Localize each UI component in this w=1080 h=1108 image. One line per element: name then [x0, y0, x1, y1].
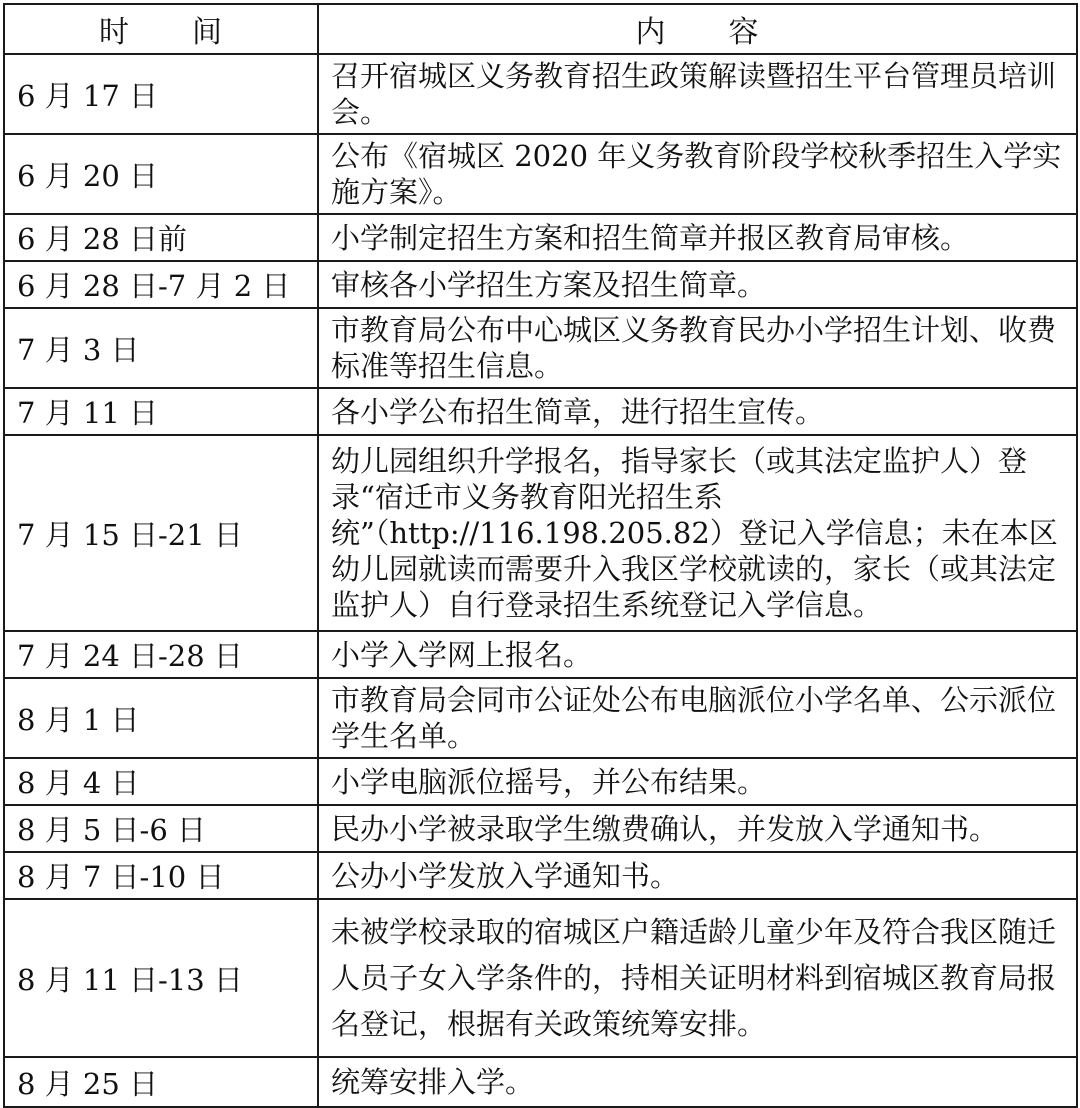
table-row: [4, 214, 1077, 261]
table-row: [4, 388, 1077, 435]
table-row: [4, 261, 1077, 308]
table-row: [4, 805, 1077, 852]
row-date: 6 月 20 日: [4, 134, 318, 214]
header-time: 时 间: [4, 4, 318, 54]
row-content: 市教育局公布中心城区义务教育民办小学招生计划、收费标准等招生信息。: [318, 308, 1077, 388]
row-content: 审核各小学招生方案及招生简章。: [318, 261, 1077, 308]
table-row: [4, 308, 1077, 388]
row-content: 民办小学被录取学生缴费确认，并发放入学通知书。: [318, 805, 1077, 852]
row-content: 公布《宿城区 2020 年义务教育阶段学校秋季招生入学实施方案》。: [318, 134, 1077, 214]
row-date: 7 月 3 日: [4, 308, 318, 388]
row-date: 6 月 17 日: [4, 54, 318, 134]
row-date: 8 月 25 日: [4, 1057, 318, 1107]
table-row: [4, 1057, 1077, 1107]
row-content: 小学电脑派位摇号，并公布结果。: [318, 758, 1077, 805]
row-content: 幼儿园组织升学报名，指导家长（或其法定监护人）登录“宿迁市义务教育阳光招生系统”（http://116.198.205.82）登记入学信息；未在本区幼儿园就读而需要升入我区学校就读的，家长（或其法定监护人）自行登录招生系统登记入学信息。: [318, 435, 1077, 631]
table-row: [4, 435, 1077, 631]
row-content: 召开宿城区义务教育招生政策解读暨招生平台管理员培训会。: [318, 54, 1077, 134]
row-date: 6 月 28 日前: [4, 214, 318, 261]
table-row: [4, 134, 1077, 214]
row-content: 统筹安排入学。: [318, 1057, 1077, 1107]
row-content: 公办小学发放入学通知书。: [318, 852, 1077, 899]
row-date: 8 月 7 日-10 日: [4, 852, 318, 899]
header-content: 内 容: [318, 4, 1077, 54]
table-row: [4, 852, 1077, 899]
table-row: [4, 899, 1077, 1057]
row-date: 7 月 24 日-28 日: [4, 631, 318, 678]
row-date: 8 月 4 日: [4, 758, 318, 805]
row-date: 8 月 11 日-13 日: [4, 899, 318, 1057]
table-row: [4, 54, 1077, 134]
table-row: [4, 678, 1077, 758]
row-date: 8 月 5 日-6 日: [4, 805, 318, 852]
row-date: 7 月 15 日-21 日: [4, 435, 318, 631]
row-date: 6 月 28 日-7 月 2 日: [4, 261, 318, 308]
schedule-table: [3, 3, 1078, 1108]
table-header-row: [4, 4, 1077, 54]
row-date: 8 月 1 日: [4, 678, 318, 758]
row-content: 未被学校录取的宿城区户籍适龄儿童少年及符合我区随迁人员子女入学条件的，持相关证明材料到宿城区教育局报名登记，根据有关政策统筹安排。: [318, 899, 1077, 1057]
row-content: 各小学公布招生简章，进行招生宣传。: [318, 388, 1077, 435]
row-content: 小学制定招生方案和招生简章并报区教育局审核。: [318, 214, 1077, 261]
row-date: 7 月 11 日: [4, 388, 318, 435]
table-row: [4, 758, 1077, 805]
table-row: [4, 631, 1077, 678]
row-content: 小学入学网上报名。: [318, 631, 1077, 678]
row-content: 市教育局会同市公证处公布电脑派位小学名单、公示派位学生名单。: [318, 678, 1077, 758]
